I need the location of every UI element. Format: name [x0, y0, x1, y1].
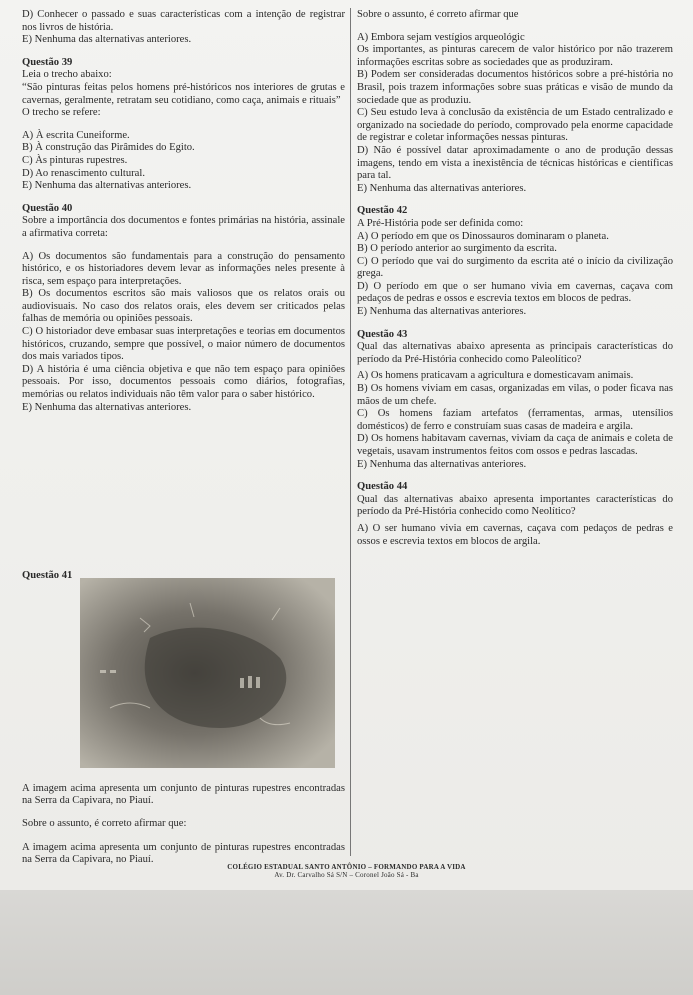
q39-option-a: A) À escrita Cuneiforme. [22, 129, 130, 141]
q42-option-c: C) O período que vai do surgimento da escrita até o início da civilização grega. [357, 255, 673, 280]
q39-option-e: E) Nenhuma das alternativas anteriores. [22, 180, 192, 192]
q40-option-b: B) Os documentos escritos são mais valiosos que os relatos orais ou audiovisuais. No caso dos relatos orais, eles devem ser criticados pelas falhas de memória ou opiniões pessoais. [22, 288, 345, 325]
q43-option-c: C) Os homens faziam artefatos (ferramentas, armas, utensílios domésticos) de ferro e construíam suas casas de madeira e argila. [357, 408, 673, 432]
q41-option-c: C) Seu estudo leva à conclusão da existência de um Estado centralizado e organizado na sociedade do período, comprovado pela enorme capacidade de registrar e coletar informações nessas pinturas. [357, 107, 673, 144]
right-column [357, 9, 673, 548]
q40-option-c: C) O historiador deve embasar suas interpretações e teorias em documentos históricos, cruzando, sempre que possível, o maior número de documentos dos mais variados tipos. [22, 326, 345, 363]
cave-painting-photo [80, 578, 335, 768]
q43-option-d: D) Os homens habitavam cavernas, viviam da caça de animais e coleta de vegetais, usavam instrumentos feitos com ossos e pedras lascadas. [357, 433, 673, 457]
q43-title: Questão 43 [357, 328, 408, 340]
q39-option-c: C) Às pinturas rupestres. [22, 154, 128, 166]
q41-caption [22, 772, 345, 877]
q40-option-e: E) Nenhuma das alternativas anteriores. [22, 401, 192, 413]
q40-option-a: A) Os documentos são fundamentais para a construção do pensamento histórico, e os historiadores devem levar as informações neles presente à risca, sem espaço para interpretações. [22, 250, 345, 287]
q43-option-b: B) Os homens viviam em casas, organizadas em vilas, o poder ficava nas mãos de um chefe. [357, 383, 673, 407]
q41-option-e: E) Nenhuma das alternativas anteriores. [357, 182, 527, 194]
q39-quote: “São pinturas feitas pelos homens pré-históricos nos interiores de grutas e cavernas, geralmente, retratam seu cotidiano, como caça, animais e rituais” [22, 81, 345, 106]
q41-option-a-cont: Os importantes, as pinturas carecem de valor histórico por não trazerem informações escritas sobre as sociedades que as produziram. [357, 44, 673, 68]
q42-option-a: A) O período em que os Dinossauros dominaram o planeta. [357, 230, 609, 242]
cave-painting-icon [80, 578, 335, 768]
q42-lead: A Pré-História pode ser definida como: [357, 217, 524, 229]
q38-option-d: D) Conhecer o passado e suas características com a intenção de registrar nos livros de história. [22, 9, 345, 33]
q41-option-b: B) Podem ser consideradas documentos históricos sobre a pré-história no Brasil, pois trazem informações sobre suas práticas e visão de mundo da sociedade que as produziu. [357, 69, 673, 106]
q41-option-a: A) Embora sejam vestígios arqueológic [357, 31, 525, 43]
q41-lead: Sobre o assunto, é correto afirmar que [357, 9, 519, 20]
q41-caption-text: A imagem acima apresenta um conjunto de pinturas rupestres encontradas na Serra da Capivara, no Piauí. [22, 782, 345, 807]
q39-option-d: D) Ao renascimento cultural. [22, 167, 145, 179]
q39-option-b: B) À construção das Pirâmides do Egito. [22, 142, 195, 154]
footer-school: COLÉGIO ESTADUAL SANTO ANTÔNIO – FORMANDO PARA A VIDA [227, 863, 466, 871]
column-divider [350, 8, 351, 856]
q39-lead: Leia o trecho abaixo: [22, 69, 112, 81]
q44-title: Questão 44 [357, 481, 408, 493]
q40-lead: Sobre a importância dos documentos e fontes primárias na história, assinale a afirmativa correta: [22, 215, 345, 239]
q40-title: Questão 40 [22, 202, 73, 214]
q43-option-a: A) Os homens praticavam a agricultura e domesticavam animais. [357, 370, 634, 382]
q43-lead: Qual das alternativas abaixo apresenta as principais características do período da Pré-História conhecido como Paleolítico? [357, 341, 673, 365]
q44-lead: Qual das alternativas abaixo apresenta importantes características do período da Pré-História conhecido como Neolítico? [357, 493, 673, 518]
page-shadow [0, 890, 693, 995]
q42-option-d: D) O período em que o ser humano vivia em cavernas, caçava com pedaços de pedras e ossos e escrevia textos em blocos de pedras. [357, 280, 673, 305]
q42-option-e: E) Nenhuma das alternativas anteriores. [357, 306, 527, 318]
q43-option-e: E) Nenhuma das alternativas anteriores. [357, 458, 527, 470]
q39-title: Questão 39 [22, 56, 73, 68]
footer-address: Av. Dr. Carvalho Sá S/N – Coronel João Sá - Ba [274, 871, 419, 879]
q41-option-d: D) Não é possível datar aproximadamente o ano de produção dessas imagens, tendo em vista a inexistência de técnicas históricas e científicas para tal. [357, 144, 673, 182]
q41-caption-repeat: A imagem acima apresenta um conjunto de pinturas rupestres encontradas na Serra da Capivara, no Piauí. [22, 841, 345, 866]
q42-title: Questão 42 [357, 205, 408, 217]
q41-caption-ask: Sobre o assunto, é correto afirmar que: [22, 818, 187, 830]
q39-ask: O trecho se refere: [22, 107, 101, 119]
q40-option-d: D) A história é uma ciência objetiva e que não tem espaço para opiniões pessoais. Por isso, documentos pessoais como diários, fotografias, memórias ou relatos individuais não têm valor para o saber histórico. [22, 363, 345, 401]
q41-title: Questão 41 [22, 570, 73, 581]
page-footer [0, 863, 693, 879]
q44-option-a: A) O ser humano vivia em cavernas, caçava com pedaços de pedras e ossos e escrevia textos em blocos de argila. [357, 522, 673, 547]
left-column [22, 9, 345, 414]
q38-option-e: E) Nenhuma das alternativas anteriores. [22, 34, 192, 46]
q42-option-b: B) O período anterior ao surgimento da escrita. [357, 243, 557, 255]
